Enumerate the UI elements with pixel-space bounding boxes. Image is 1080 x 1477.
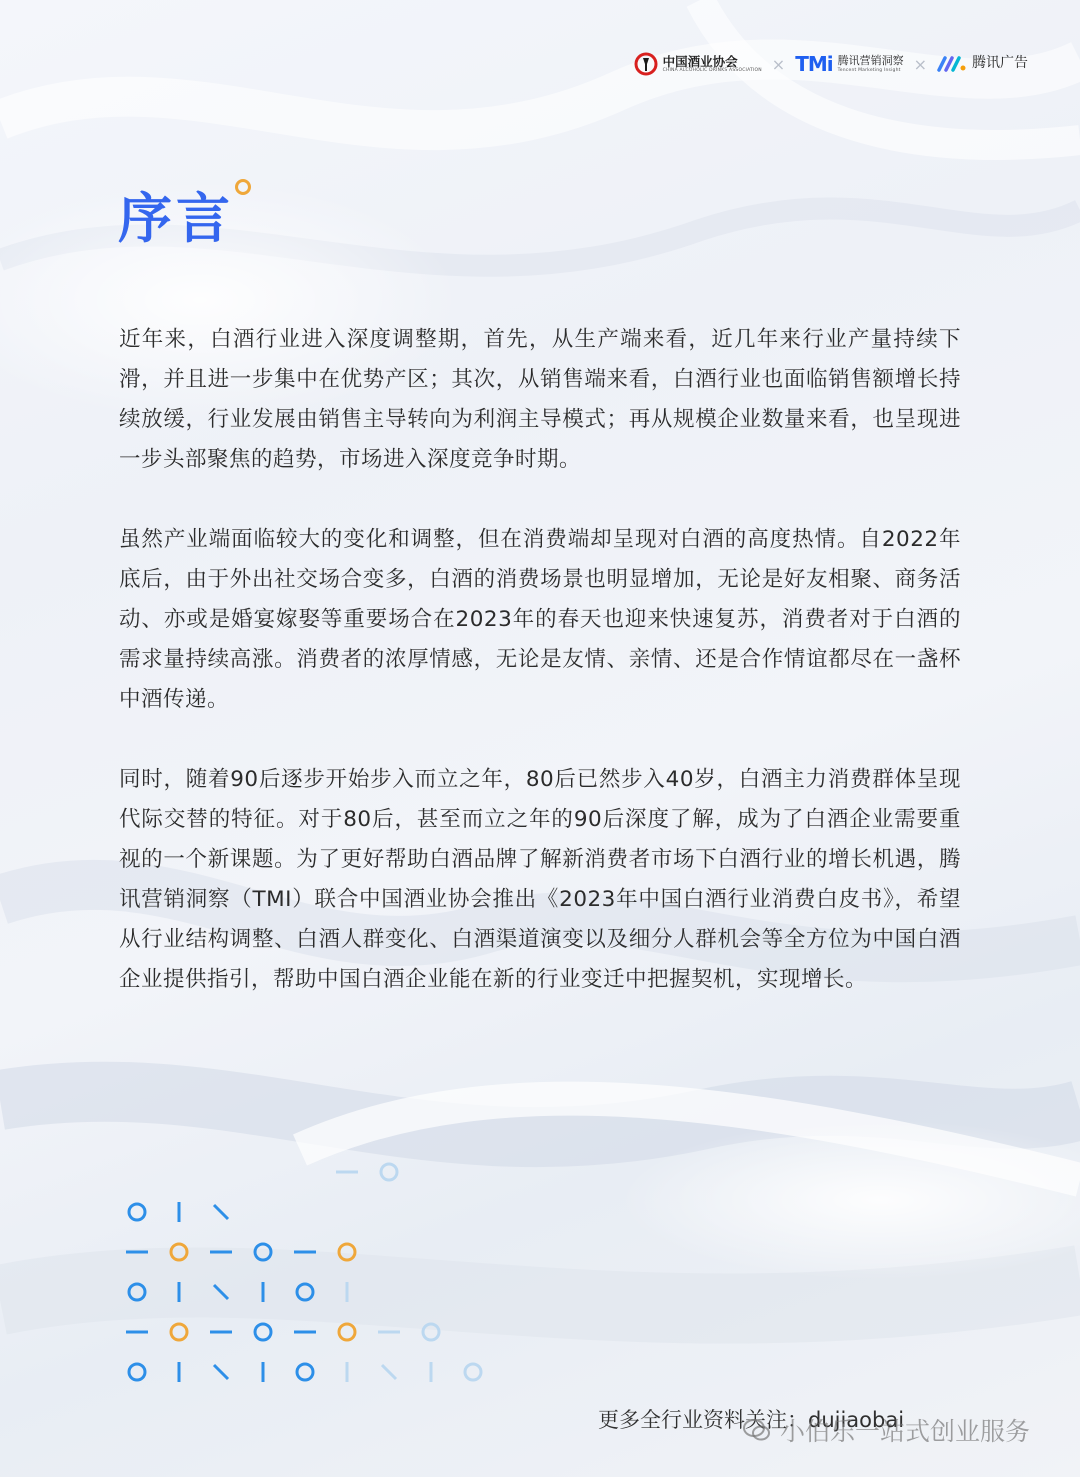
tencent-ads-logo: [937, 54, 1028, 74]
decorative-pattern: [115, 1150, 495, 1410]
pattern-ring: [297, 1284, 313, 1300]
pattern-ring: [255, 1324, 271, 1340]
tmi-subtitle: Tencent Marketing Insight: [837, 67, 901, 73]
pattern-slash: [214, 1205, 228, 1219]
paragraph-3: 同时，随着90后逐步开始步入而立之年，80后已然步入40岁，白酒主力消费群体呈现代际交替的特征。对于80后，甚至而立之年的90后深度了解，成为了白酒企业需要重视的一个新课题。为了更好帮助白酒品牌了解新消费者市场下白酒行业的增长机遇，腾讯营销洞察（TMI）联合中国酒业协会推出《2023年中国白酒行业消费白皮书》，希望从行业结构调整、白酒人群变化、白酒渠道演变以及细分人群机会等全方位为中国白酒企业提供指引，帮助中国白酒企业能在新的行业变迁中把握契机，实现增长。: [119, 767, 961, 992]
pattern-ring: [171, 1324, 187, 1340]
pattern-ring: [171, 1244, 187, 1260]
pattern-slash: [214, 1285, 228, 1299]
pattern-ring: [297, 1364, 313, 1380]
pattern-slash: [382, 1365, 396, 1379]
pattern-ring: [381, 1164, 397, 1180]
tencent-ads-name: 腾讯广告: [972, 55, 1028, 72]
pattern-ring: [129, 1284, 145, 1300]
wechat-icon: [742, 1418, 772, 1442]
cada-subtitle: CHINA ALCOHOLIC DRINKS ASSOCIATION: [662, 68, 762, 74]
pattern-ring: [129, 1204, 145, 1220]
paragraph-2: 虽然产业端面临较大的变化和调整，但在消费端却呈现对白酒的高度热情。自2022年底后，由于外出社交场合变多，白酒的消费场景也明显增加，无论是好友相聚、商务活动、亦或是婚宴嫁娶等重要场合在2023年的春天也迎来快速复苏，消费者对于白酒的需求量持续高涨。消费者的浓厚情感，无论是友情、亲情、还是合作情谊都尽在一盏杯中酒传递。: [119, 527, 961, 712]
logo-separator: ×: [771, 54, 786, 74]
tmi-mark: TMi: [795, 52, 833, 76]
tmi-name: 腾讯营销洞察: [837, 54, 904, 68]
pattern-ring: [465, 1364, 481, 1380]
cada-emblem-icon: [634, 52, 658, 76]
pattern-ring: [339, 1244, 355, 1260]
pattern-ring: [255, 1244, 271, 1260]
tencent-ads-icon: [937, 54, 967, 74]
wechat-watermark: [742, 1412, 1030, 1448]
logo-separator: ×: [913, 54, 927, 74]
cada-logo: [634, 52, 762, 76]
title-ring-icon: [235, 179, 251, 195]
partner-logos: [634, 48, 1028, 80]
paragraph-1: 近年来，白酒行业进入深度调整期，首先，从生产端来看，近几年来行业产量持续下滑，并且进一步集中在优势产区；其次，从销售端来看，白酒行业也面临销售额增长持续放缓，行业发展由销售主导转向为利润主导模式；再从规模企业数量来看，也呈现进一步头部聚焦的趋势，市场进入深度竞争时期。: [119, 327, 961, 472]
page-title: 序言: [118, 187, 234, 250]
pattern-ring: [129, 1364, 145, 1380]
pattern-slash: [214, 1365, 228, 1379]
pattern-ring: [423, 1324, 439, 1340]
watermark-text: 小伯乐一站式创业服务: [780, 1417, 1031, 1446]
cada-name: 中国酒业协会: [662, 53, 738, 69]
preface-body: [119, 320, 961, 1040]
tmi-logo: [795, 52, 903, 76]
footer-note: 更多全行业资料关注：dujiaobai: [598, 1408, 905, 1432]
pattern-ring: [339, 1324, 355, 1340]
